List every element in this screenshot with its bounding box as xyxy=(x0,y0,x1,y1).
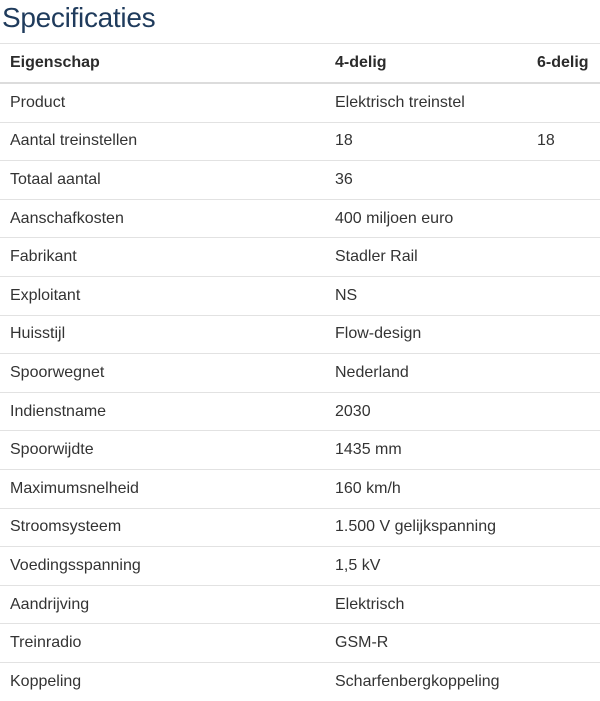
property-cell: Totaal aantal xyxy=(0,161,325,200)
property-cell: Aantal treinstellen xyxy=(0,122,325,161)
value-6-delig-cell xyxy=(527,83,600,122)
value-4-delig-cell: 1435 mm xyxy=(325,431,527,470)
table-row xyxy=(0,199,600,238)
table-row xyxy=(0,315,600,354)
table-header-row xyxy=(0,44,600,84)
value-4-delig-cell: Stadler Rail xyxy=(325,238,527,277)
value-4-delig-cell: 400 miljoen euro xyxy=(325,199,527,238)
table-row xyxy=(0,392,600,431)
table-row xyxy=(0,122,600,161)
value-4-delig-cell: NS xyxy=(325,276,527,315)
table-row xyxy=(0,276,600,315)
value-4-delig-cell: 1.500 V gelijkspanning xyxy=(325,508,527,547)
value-4-delig-cell: GSM-R xyxy=(325,624,527,663)
value-6-delig-cell xyxy=(527,276,600,315)
value-6-delig-cell xyxy=(527,508,600,547)
property-cell: Fabrikant xyxy=(0,238,325,277)
column-header-property: Eigenschap xyxy=(0,44,325,84)
value-4-delig-cell: 18 xyxy=(325,122,527,161)
column-header-4-delig: 4-delig xyxy=(325,44,527,84)
table-row xyxy=(0,469,600,508)
property-cell: Indienstname xyxy=(0,392,325,431)
table-row xyxy=(0,238,600,277)
table-row xyxy=(0,508,600,547)
column-header-6-delig: 6-delig xyxy=(527,44,600,84)
property-cell: Spoorwijdte xyxy=(0,431,325,470)
property-cell: Aanschafkosten xyxy=(0,199,325,238)
value-6-delig-cell xyxy=(527,392,600,431)
property-cell: Exploitant xyxy=(0,276,325,315)
table-row xyxy=(0,585,600,624)
table-row xyxy=(0,431,600,470)
value-6-delig-cell xyxy=(527,315,600,354)
property-cell: Product xyxy=(10,93,66,111)
value-4-delig-cell: Elektrisch xyxy=(325,585,527,624)
value-4-delig-cell: Elektrisch treinstel xyxy=(335,93,465,111)
table-row xyxy=(0,83,600,122)
value-4-delig-cell: Flow-design xyxy=(325,315,527,354)
property-cell: Koppeling xyxy=(0,662,325,700)
value-6-delig-cell: 18 xyxy=(527,122,600,161)
property-cell: Voedingsspanning xyxy=(0,547,325,586)
value-4-delig-cell: 36 xyxy=(325,161,527,200)
table-row xyxy=(0,161,600,200)
value-4-delig-cell: 2030 xyxy=(325,392,527,431)
value-6-delig-cell xyxy=(527,199,600,238)
value-4-delig-cell: 1,5 kV xyxy=(325,547,527,586)
value-6-delig-cell xyxy=(527,238,600,277)
value-6-delig-cell xyxy=(527,354,600,393)
property-cell: Maximumsnelheid xyxy=(0,469,325,508)
property-cell: Spoorwegnet xyxy=(0,354,325,393)
value-6-delig-cell xyxy=(527,161,600,200)
property-cell: Huisstijl xyxy=(0,315,325,354)
page-title: Specificaties xyxy=(2,2,156,33)
value-4-delig-cell: Scharfenbergkoppeling xyxy=(325,662,527,700)
value-6-delig-cell xyxy=(527,469,600,508)
property-cell: Stroomsysteem xyxy=(0,508,325,547)
property-cell: Treinradio xyxy=(0,624,325,663)
value-6-delig-cell xyxy=(527,547,600,586)
value-6-delig-cell xyxy=(527,585,600,624)
table-row xyxy=(0,547,600,586)
value-6-delig-cell xyxy=(527,624,600,663)
value-6-delig-cell xyxy=(527,431,600,470)
value-4-delig-cell: Nederland xyxy=(325,354,527,393)
property-cell: Aandrijving xyxy=(0,585,325,624)
table-row xyxy=(0,354,600,393)
specifications-table xyxy=(0,43,600,701)
value-4-delig-cell: 160 km/h xyxy=(325,469,527,508)
table-row xyxy=(0,624,600,663)
table-body xyxy=(0,83,600,701)
